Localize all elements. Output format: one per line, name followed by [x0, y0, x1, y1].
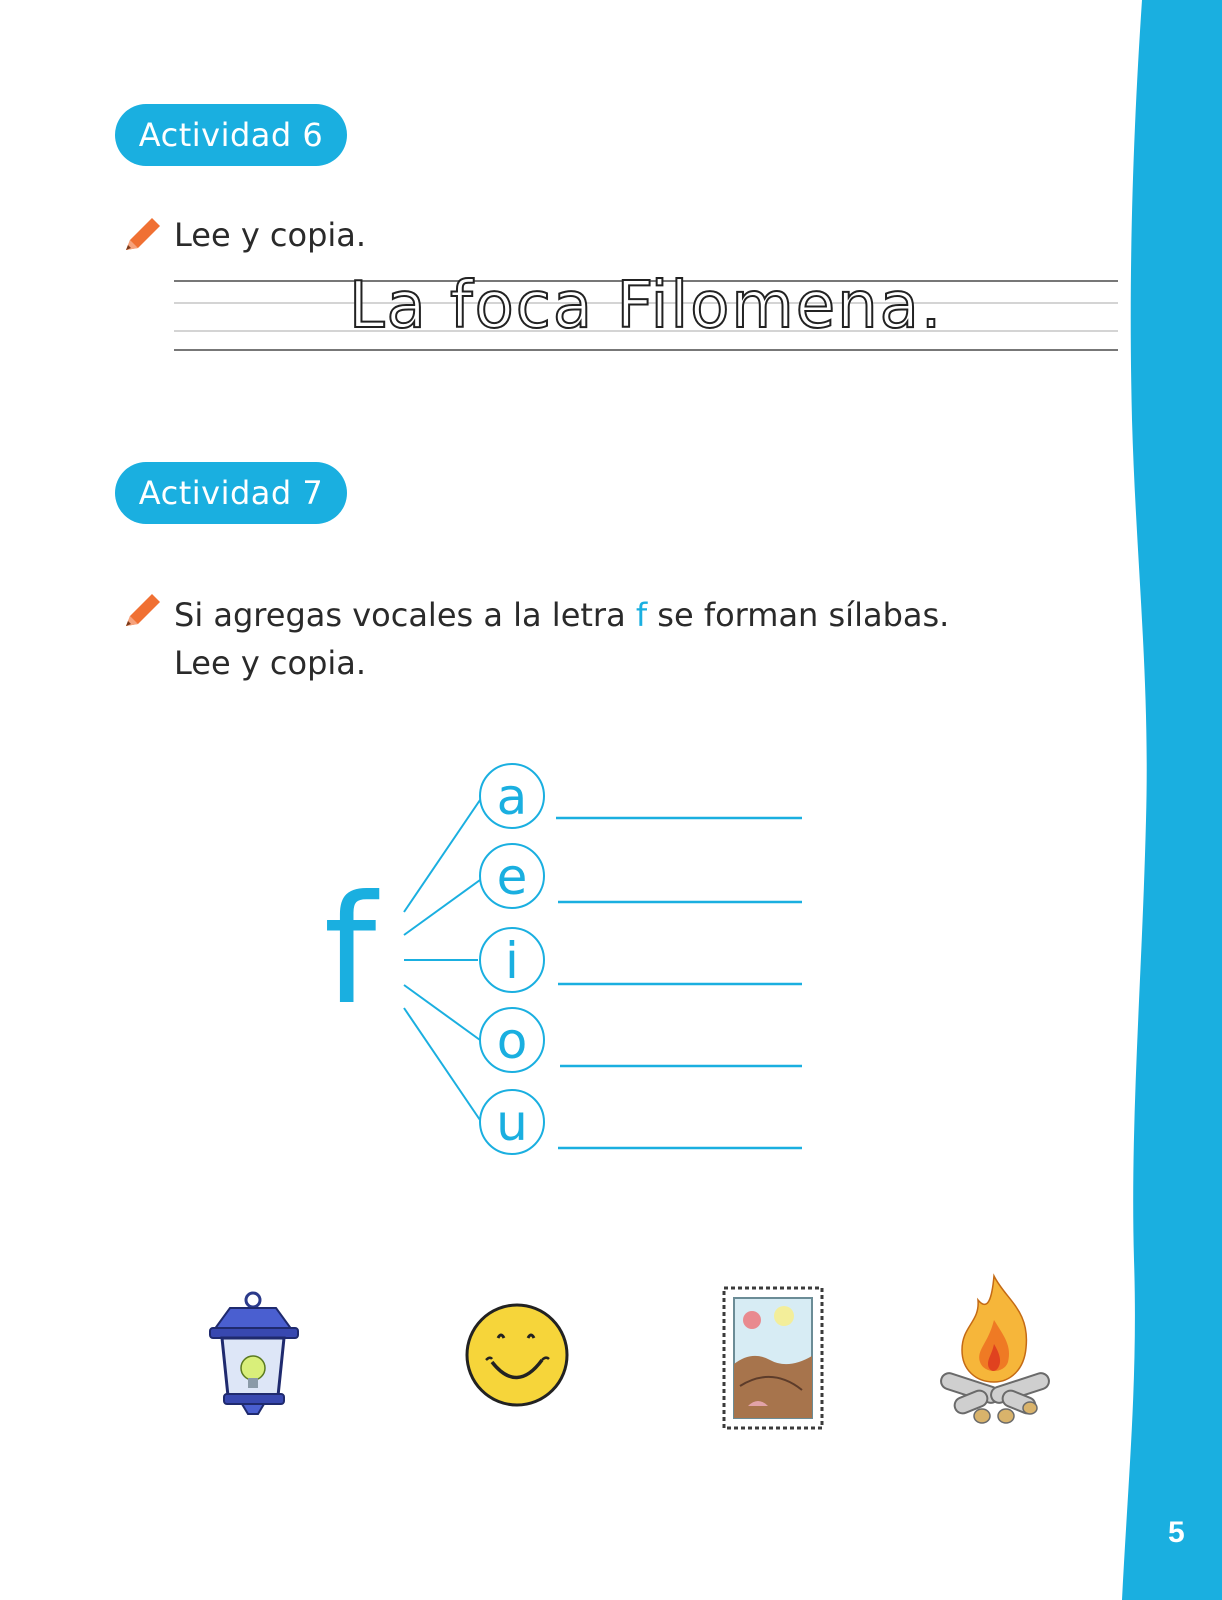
instruction-text-start: Si agregas vocales a la letra — [174, 596, 636, 634]
vowel-i — [480, 928, 802, 992]
tracing-sentence: La foca Filomena. — [348, 269, 944, 343]
activity-7-instruction-line2: Lee y copia. — [174, 644, 367, 682]
vowel-u — [480, 1090, 802, 1154]
bonfire-icon — [934, 1270, 1054, 1430]
consonant-letter: f — [323, 864, 377, 1038]
smiley-face-icon — [464, 1302, 570, 1408]
vowel-letter: o — [496, 1012, 528, 1070]
vowel-o — [480, 1008, 802, 1072]
connector-lines — [404, 800, 480, 1120]
vowel-letter: e — [496, 848, 528, 906]
vowel-e — [480, 844, 802, 908]
instruction-text-end: se forman sílabas. — [647, 596, 950, 634]
activity-6-badge: Actividad 6 — [115, 104, 347, 166]
vowel-letter: u — [496, 1094, 528, 1152]
activity-6-instruction: Lee y copia. — [174, 216, 367, 254]
stamp-icon — [722, 1286, 824, 1430]
lantern-icon — [200, 1290, 310, 1422]
page-number: 5 — [1168, 1516, 1185, 1549]
activity-7-badge: Actividad 7 — [115, 462, 347, 524]
highlighted-letter: f — [635, 596, 648, 634]
vowel-letter: i — [505, 932, 519, 990]
vowel-a — [480, 764, 802, 828]
vowel-letter: a — [496, 768, 528, 826]
